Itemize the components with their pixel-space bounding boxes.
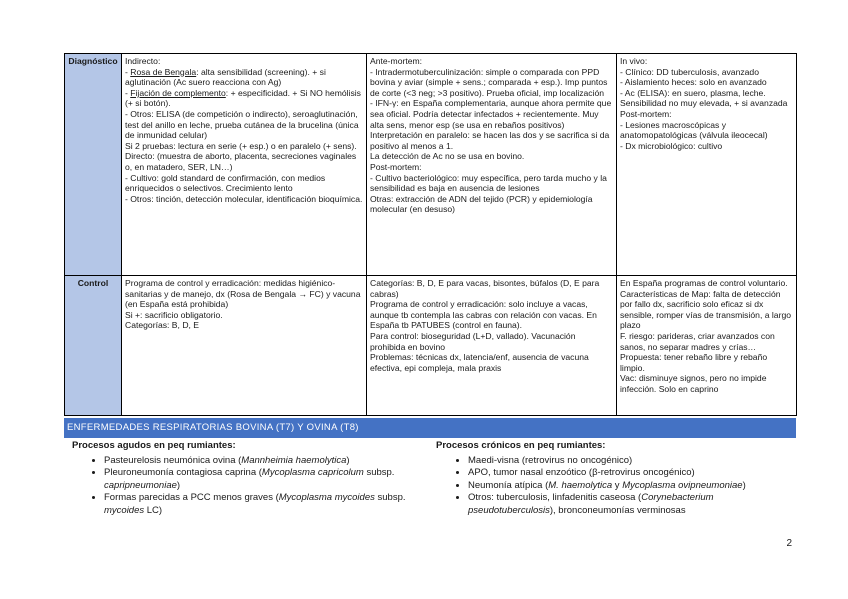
cell-line: Directo: (muestra de aborto, placenta, secreciones vaginales o, en matadero, SER, LN…) [125,151,357,172]
list-item: • Maedi-visna (retrovirus no oncogénico) [468,455,796,468]
cell-tuberculosis-control [367,276,617,416]
cell-line: Otras: extracción de ADN del tejido (PCR) y epidemiología molecular (en desuso) [370,193,593,215]
species-name: M. haemolytica [548,479,613,491]
cell-line: Para control: bioseguridad (L+D, vallado). Vacunación prohibida en bovino [370,330,576,352]
cell-line: - Otros: ELISA (de competición o indirecto), seroaglutinación, test del anillo en leche, prueba cutánea de la brucelina (única de inmunidad celular) [125,108,359,141]
cell-line: - Cultivo bacteriológico: muy específica, pero tarda mucho y la sensibilidad es baja en ausencia de lesiones [370,172,607,194]
underlined-term: Rosa de Bengala [130,66,197,77]
cell-line: - Otros: tinción, detección molecular, identificación bioquímica. [125,193,363,204]
cell-line: - Lesiones macroscópicas y anatomopatológicas (válvula ileocecal) [620,119,768,141]
cell-line: - Cultivo: gold standard de confirmación, con medios enriquecidos o selectivos. Crecimiento lento [125,172,326,194]
cell-line: Si +: sacrificio obligatorio. [125,309,223,320]
cell-line: - Dx microbiológico: cultivo [620,140,723,151]
species-name: Mycoplasma capricolum [261,467,364,478]
chronic-title: Procesos crónicos en peq rumiantes: [436,440,606,451]
cell-line: Interpretación en paralelo: se hacen las dos y se sacrifica si da positivo al menos a 1. [370,130,610,151]
cell-line: Indirecto: [125,56,161,66]
acute-processes [72,440,412,517]
acute-title: Procesos agudos en peq rumiantes: [72,440,236,451]
cell-line: Propuesta: tener rebaño libre y rebaño limpio. [620,352,768,373]
list-item: • Formas parecidas a PCC menos graves (Mycoplasma mycoides subsp. mycoides LC) [104,492,412,517]
list-item: • APO, tumor nasal enzoótico (β-retrovirus oncogénico) [468,467,796,480]
list-item: • Pasteurelosis neumónica ovina (Mannheimia haemolytica) [104,455,412,468]
disease-table [64,53,797,416]
species-name: Corynebacterium pseudotuberculosis [468,492,714,516]
cell-line: - Clínico: DD tuberculosis, avanzado [620,66,759,77]
cell-brucelosis-control [122,276,367,416]
cell-line: F. riesgo: parideras, criar avanzados con sanos, no separar madres y crías… [620,330,775,352]
cell-line: - IFN-γ: en España complementaria, aunque ahora permite que sea oficial. Podría detectar infectados + recientemente. Muy alta sens, menor esp (se usa en rebaños positivos) [370,98,612,130]
cell-line: - Intradermotuberculinización: simple o comparada con PPD bovina y aviar (simple + sens.; comparada + esp.). Imp puntos de corte (<3 neg; >3 positivo). Prueba oficial, imp localización [370,66,608,98]
cell-line: - Fijación de complemento: + especificidad. + Si NO hemólisis (+ si botón). [125,87,361,109]
list-item: • Otros: tuberculosis, linfadenitis caseosa (Corynebacterium pseudotuberculosis), bronconeumonías verminosas [468,492,796,517]
acute-list [72,455,412,518]
cell-line: Vac: disminuye signos, pero no impide infección. Solo en caprino [620,373,767,394]
list-item: • Pleuroneumonía contagiosa caprina (Mycoplasma capricolum subsp. capripneumoniae) [104,467,412,492]
species-name: Mycoplasma mycoides [278,492,375,503]
species-name: capripneumoniae [104,479,177,491]
page-number: 2 [786,538,792,549]
section-heading: ENFERMEDADES RESPIRATORIAS BOVINA (T7) Y OVINA (T8) [64,418,796,438]
cell-line: La detección de Ac no se usa en bovino. [370,151,525,162]
row-header: Control [65,276,122,416]
cell-line: In vivo: [620,56,648,66]
cell-line: - Rosa de Bengala: alta sensibilidad (screening). + si aglutinación (Ac suero reacciona con Ag) [125,66,326,88]
cell-line: Post-mortem: [620,108,672,119]
row-header: Diagnóstico [65,54,122,276]
cell-paratuberculosis-control [617,276,797,416]
chronic-list [436,455,796,518]
cell-line: - Ac (ELISA): en suero, plasma, leche. Sensibilidad no muy elevada, + si avanzada [620,87,788,109]
cell-line: Si 2 pruebas: lectura en serie (+ esp.) o en paralelo (+ sens). [125,140,357,151]
species-name: mycoides [104,504,145,516]
cell-brucelosis-diagnostico [122,54,367,276]
cell-line: Programa de control y erradicación: medidas higiénico-sanitarias y de manejo, dx (Rosa de Bengala → FC) y vacuna (en España está prohibida) [125,278,361,310]
cell-line: Categorías: B, D, E para vacas, bisontes, búfalos (D, E para cabras) [370,278,600,299]
chronic-processes [436,440,796,517]
cell-line: En España programas de control voluntario. Características de Map: falta de detección por fallo dx, sacrificio solo eficaz si dx sensible, romper vías de transmisión, a largo plazo [620,278,791,331]
list-item: • Neumonía atípica (M. haemolytica y Mycoplasma ovipneumoniae) [468,480,796,493]
cell-line: Ante-mortem: [370,56,423,66]
cell-paratuberculosis-diagnostico [617,54,797,276]
cell-line: Categorías: B, D, E [125,320,200,331]
table-row-control [65,276,797,416]
cell-tuberculosis-diagnostico [367,54,617,276]
cell-line: Programa de control y erradicación: solo incluye a vacas, aunque tb contempla las cabras con relación con vacas. En España tb PATUBES (control en fauna). [370,299,597,331]
table-row-diagnostico [65,54,797,276]
species-name: Mannheimia haemolytica [241,454,347,466]
underlined-term: Fijación de complemento [130,87,226,98]
cell-line: Problemas: técnicas dx, latencia/enf, ausencia de vacuna efectiva, epi compleja, mala praxis [370,352,589,373]
species-name: Mycoplasma ovipneumoniae [622,479,743,491]
cell-line: Post-mortem: [370,161,422,172]
cell-line: - Aislamiento heces: solo en avanzado [620,77,767,88]
